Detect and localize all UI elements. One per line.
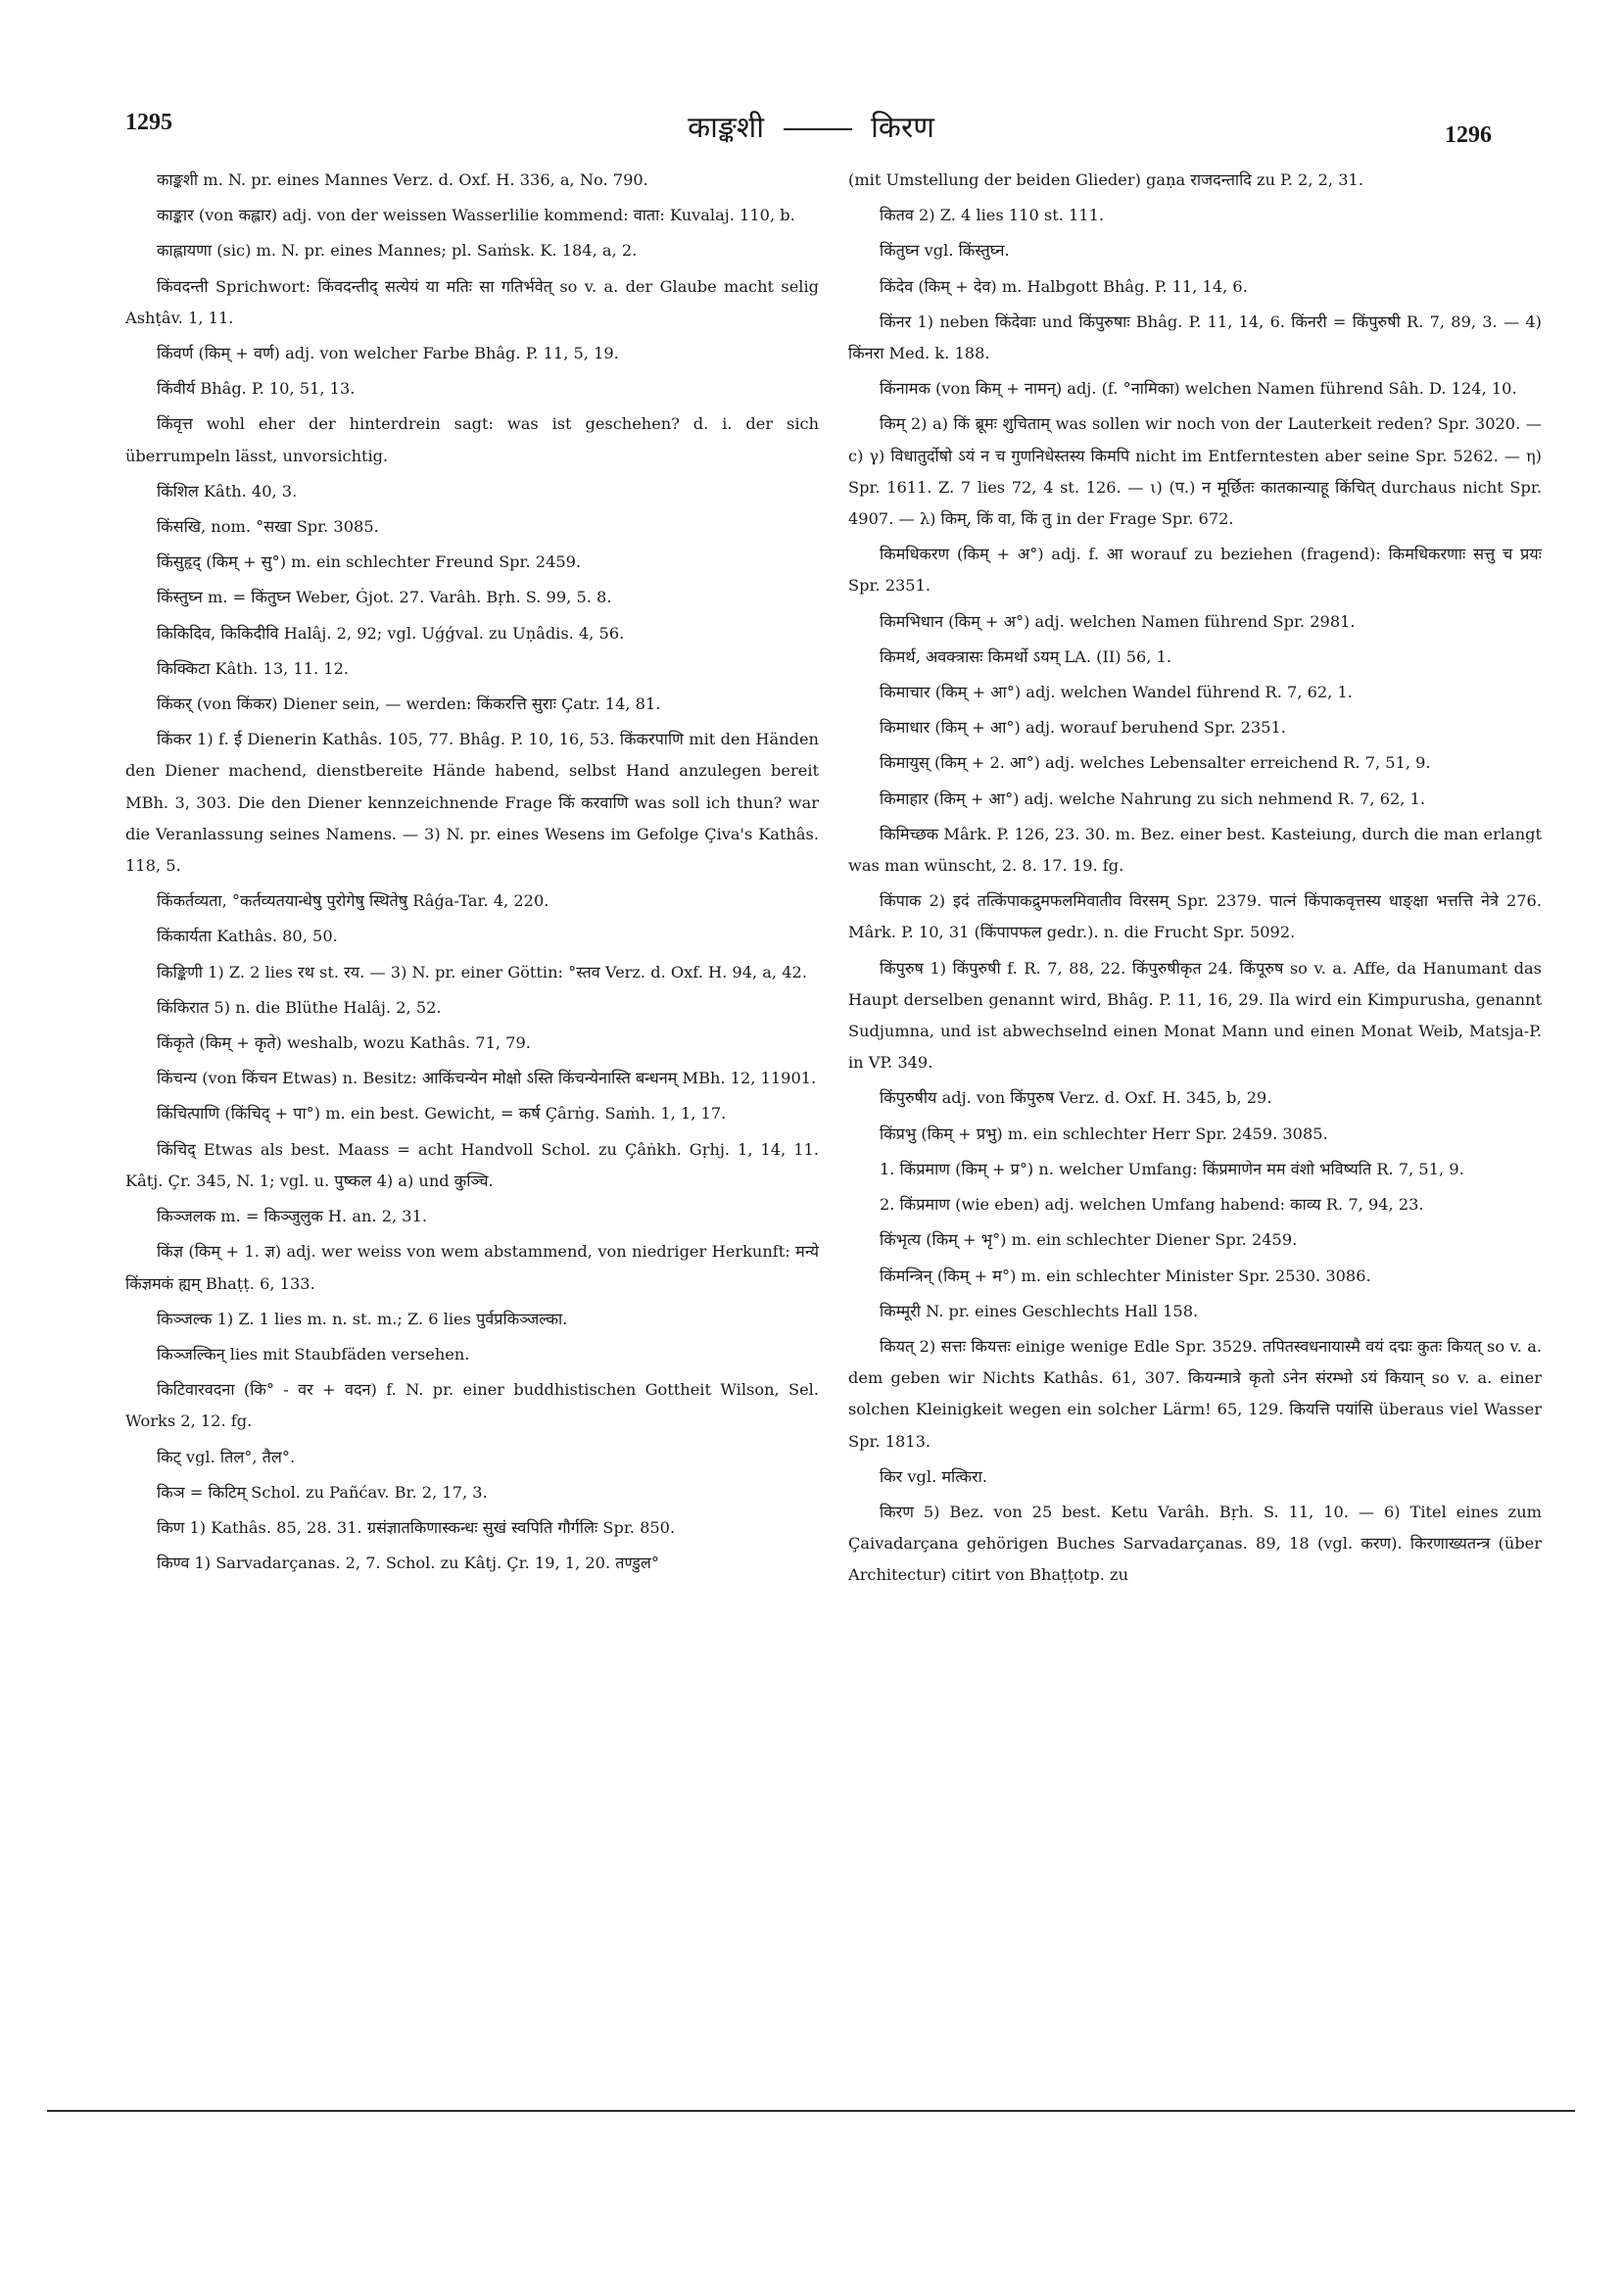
dictionary-entry: किंकृते (किम् + कृते) weshalb, wozu Kathâs. 71, 79.	[157, 1033, 531, 1053]
dictionary-entry: किञ्जलक m. = किञ्जुलुक H. an. 2, 31.	[157, 1207, 428, 1226]
dictionary-entry: किर vgl. मत्किरा.	[880, 1466, 987, 1486]
dictionary-entry: किमिच्छक Mârk. P. 126, 23. 30. m. Bez. einer best. Kasteiung, durch die man erlangt was man wünscht, 2. 8. 17. 19. fg.	[848, 824, 1542, 876]
dictionary-entry: किंवर्ण (किम् + वर्ण) adj. von welcher Farbe Bhâg. P. 11, 5, 19.	[157, 344, 619, 363]
dictionary-entry: काङ्कार (von कह्लार) adj. von der weissen Wasserlilie kommend: वाता: Kuvalaj. 110, b.	[157, 206, 795, 225]
dictionary-entry: किङ्किणी 1) Z. 2 lies रथ st. रय. — 3) N. pr. einer Göttin: °स्तव Verz. d. Oxf. H. 94, a, 42.	[157, 962, 807, 981]
dictionary-entry: किंकिरात 5) n. die Blüthe Halâj. 2, 52.	[157, 997, 442, 1017]
dictionary-entry: किंचन्य (von किंचन Etwas) n. Besitz: आकिंचन्येन मोक्षो ऽस्ति किंचन्येनास्ति बन्धनम् MBh. 12, 11901.	[157, 1069, 817, 1088]
dictionary-entry: किंस्तुघ्न m. = किंतुघ्न Weber, Ǵjot. 27. Varâh. Bṛh. S. 99, 5. 8.	[157, 588, 612, 607]
dictionary-entry: कियत् 2) सत्तः कियत्तः einige wenige Edle Spr. 3529. तपितस्वधनायास्मै वयं दद्मः कुतः कियत् so v. a. dem geben wir Nichts Kathâs. 61, 307. कियन्मात्रे कृतो ऽनेन संरम्भो ऽयं कियान् so v. a. einer solchen Kleinigkeit wegen ein solcher Lärm! 65, 129. कियत्ति पयांसि überaus viel Wasser Spr. 1813.	[848, 1336, 1542, 1451]
dictionary-entry: किम् 2) a) किं ब्रूमः शुचिताम् was sollen wir noch von der Lauterkeit reden? Spr. 3020. — c) γ) विधातुर्दोषो ऽयं न च गुणनिधेस्तस्य किमपि nicht im Entferntesten aber seine Spr. 5262. — η) Spr. 1611. Z. 7 lies 72, 4 st. 126. — ι) (प.) न मूर्छितः कातकान्याहू किंचित् durchaus nicht Spr. 4907. — λ) किम्, किं वा, किं तु in der Frage Spr. 672.	[848, 414, 1542, 529]
dictionary-entry: किटिवारवदना (कि° - वर + वदन) f. N. pr. einer buddhistischen Gottheit Wilson, Sel. Works 2, 12. fg.	[125, 1380, 819, 1431]
running-head-dash	[784, 128, 852, 130]
dictionary-entry: 2. किंप्रमाण (wie eben) adj. welchen Umfang habend: काव्य R. 7, 94, 23.	[880, 1195, 1424, 1215]
dictionary-entry: किंनर 1) neben किंदेवाः und किंपुरुषाः Bhâg. P. 11, 14, 6. किंनरी = किंपुरुषी R. 7, 89, 3. — 4) किंनरा Med. k. 188.	[848, 311, 1542, 363]
dictionary-entry: कितव 2) Z. 4 lies 110 st. 111.	[880, 206, 1105, 225]
dictionary-entry: किमाहार (किम् + आ°) adj. welche Nahrung zu sich nehmend R. 7, 62, 1.	[880, 789, 1426, 808]
dictionary-entry: किंकर् (von किंकर) Diener sein, — werden: किंकरत्ति सुराः Çatr. 14, 81.	[157, 694, 661, 714]
dictionary-entry: किञ्जल्किन् lies mit Staubfäden versehen.	[157, 1344, 470, 1363]
dictionary-entry: किंचित्पाणि (किंचिद् + पा°) m. ein best. Gewicht, = कर्ष Çârṅg. Saṁh. 1, 1, 17.	[157, 1104, 727, 1124]
dictionary-entry: किकिदिव, किकिदीवि Halâj. 2, 92; vgl. Uǵǵval. zu Uṇâdis. 4, 56.	[157, 623, 625, 643]
dictionary-entry: किंसुहृद् (किम् + सु°) m. ein schlechter Freund Spr. 2459.	[157, 552, 582, 572]
dictionary-entry: किंदेव (किम् + देव) m. Halbgott Bhâg. P. 11, 14, 6.	[880, 276, 1248, 296]
dictionary-entry: किम्मूरी N. pr. eines Geschlechts Hall 158.	[880, 1301, 1199, 1320]
dictionary-entry: किञ्जल्क 1) Z. 1 lies m. n. st. m.; Z. 6 lies पुर्वप्रकिञ्जल्का.	[157, 1309, 568, 1328]
dictionary-entry: काह्लायणा (sic) m. N. pr. eines Mannes; pl. Saṁsk. K. 184, a, 2.	[157, 241, 638, 261]
running-head	[0, 106, 1622, 146]
page-number-left: 1295	[125, 110, 172, 135]
dictionary-entry: किंशिल Kâth. 40, 3.	[157, 481, 298, 501]
dictionary-entry: किंकर 1) f. ई Dienerin Kathâs. 105, 77. Bhâg. P. 10, 16, 53. किंकरपाणि mit den Händen den Diener machend, dienstbereite Hände habend, selbst Hand anzulegen bereit MBh. 3, 303. Die den Diener kennzeichnende Frage किं करवाणि was soll ich thun? war die Veranlassung seines Namens. — 3) N. pr. eines Wesens im Gefolge Çiva's Kathâs. 118, 5.	[125, 730, 819, 876]
bottom-rule	[47, 2110, 1575, 2112]
dictionary-entry: किंवदन्ती Sprichwort: किंवदन्तीद् सत्येयं या मतिः सा गतिर्भवेत् so v. a. der Glaube macht selig Ashṭâv. 1, 11.	[125, 276, 819, 327]
dictionary-entry: किमायुस् (किम् + 2. आ°) adj. welches Lebensalter erreichend R. 7, 51, 9.	[880, 753, 1431, 773]
dictionary-entry: किंतुघ्न vgl. किंस्तुघ्न.	[880, 241, 1010, 261]
dictionary-entry: किञ = किटिम् Schol. zu Pañćav. Br. 2, 17, 3.	[157, 1482, 488, 1502]
dictionary-entry: किण्व 1) Sarvadarçanas. 2, 7. Schol. zu Kâtj. Çr. 19, 1, 20. तण्डुल°	[157, 1554, 659, 1573]
dictionary-entry: किरण 5) Bez. von 25 best. Ketu Varâh. Bṛh. S. 11, 10. — 6) Titel eines zum Çaivadarçana gehörigen Buches Sarvadarçanas. 89, 18 (vgl. करण). किरणाख्यतन्त्र (über Architectur) citirt von Bhaṭṭotp. zu	[848, 1502, 1542, 1585]
dictionary-entry: किंचिद् Etwas als best. Maass = acht Handvoll Schol. zu Çâṅkh. Gṛhj. 1, 14, 11. Kâtj. Çr. 345, N. 1; vgl. u. पुष्कल 4) a) und कुञ्चि.	[125, 1139, 819, 1190]
dictionary-entry: किंकर्तव्यता, °कर्तव्यतयान्धेषु पुरोगेषु स्थितेषु Râǵa-Tar. 4, 220.	[157, 891, 549, 911]
dictionary-entry: किंमन्त्रिन् (किम् + म°) m. ein schlechter Minister Spr. 2530. 3086.	[880, 1266, 1371, 1285]
right-column	[848, 165, 1542, 1596]
page-number-right: 1296	[1445, 122, 1492, 148]
dictionary-entry: किंवृत्त wohl eher der hinterdrein sagt: was ist geschehen? d. i. der sich überrumpeln lässt, unvorsichtig.	[125, 414, 819, 465]
dictionary-entry: किण 1) Kathâs. 85, 28. 31. ग्रसंज्ञातकिणास्कन्धः सुखं स्वपिति गौर्गलिः Spr. 850.	[157, 1517, 676, 1537]
left-column	[125, 165, 819, 1583]
dictionary-entry: किमर्थ, अवक्त्रासः किमर्थो ऽयम् LA. (II) 56, 1.	[880, 646, 1172, 666]
dictionary-entry: किंज्ञ (किम् + 1. ज्ञ) adj. wer weiss von wem abstammend, von niedriger Herkunft: मन्ये किंज्ञमकं ह्यम् Bhaṭṭ. 6, 133.	[125, 1242, 819, 1293]
dictionary-entry: किमधिकरण (किम् + अ°) adj. f. आ worauf zu beziehen (fragend): किमधिकरणाः सत्तु च प्रयः Spr. 2351.	[848, 545, 1542, 596]
dictionary-entry: किंभृत्य (किम् + भृ°) m. ein schlechter Diener Spr. 2459.	[880, 1230, 1298, 1250]
dictionary-entry: किट् vgl. तिल°, तैल°.	[157, 1447, 296, 1466]
dictionary-entry: किंवीर्य Bhâg. P. 10, 51, 13.	[157, 379, 356, 399]
dictionary-entry: किंपुरुष 1) किंपुरुषी f. R. 7, 88, 22. किंपुरुषीकृत 24. किंपूरुष so v. a. Affe, da Hanumant das Haupt derselben genannt wird, Bhâg. P. 11, 16, 29. Ila wird ein Kimpurusha, genannt Sudjumna, und ist abwechselnd einen Monat Mann und einen Monat Weib, Matsja-P. in VP. 349.	[848, 958, 1542, 1073]
dictionary-entry: किंपाक 2) इदं तत्किंपाकद्रुमफलमिवातीव विरसम् Spr. 2379. पात्नं किंपाकवृत्तस्य धाङ्क्षा भत्तत्ति नेत्रे 276. Mârk. P. 10, 31 (किंपापफल gedr.). n. die Frucht Spr. 5092.	[848, 891, 1542, 942]
dictionary-entry: किमाधार (किम् + आ°) adj. worauf beruhend Spr. 2351.	[880, 718, 1286, 738]
dictionary-entry: किंकार्यता Kathâs. 80, 50.	[157, 927, 338, 946]
dictionary-entry: किंनामक (von किम् + नामन्) adj. (f. °नामिका) welchen Namen führend Sâh. D. 124, 10.	[880, 379, 1517, 399]
dictionary-entry: किंपुरुषीय adj. von किंपुरुष Verz. d. Oxf. H. 345, b, 29.	[880, 1088, 1272, 1108]
dictionary-entry: (mit Umstellung der beiden Glieder) gaṇa राजदन्तादि zu P. 2, 2, 31.	[848, 170, 1363, 189]
running-head-end: किरण	[871, 111, 934, 145]
dictionary-entry: किंप्रभु (किम् + प्रभु) m. ein schlechter Herr Spr. 2459. 3085.	[880, 1124, 1328, 1143]
dictionary-entry: काङ्कशी m. N. pr. eines Mannes Verz. d. Oxf. H. 336, a, No. 790.	[157, 170, 648, 189]
dictionary-entry: किंसखि, nom. °सखा Spr. 3085.	[157, 517, 379, 537]
dictionary-entry: किमाचार (किम् + आ°) adj. welchen Wandel führend R. 7, 62, 1.	[880, 683, 1353, 702]
dictionary-entry: किमभिधान (किम् + अ°) adj. welchen Namen führend Spr. 2981.	[880, 611, 1356, 631]
dictionary-entry: 1. किंप्रमाण (किम् + प्र°) n. welcher Umfang: किंप्रमाणेन मम वंशो भविष्यति R. 7, 51, 9.	[880, 1159, 1464, 1178]
running-head-start: काङ्कशी	[688, 111, 765, 145]
dictionary-entry: किक्किटा Kâth. 13, 11. 12.	[157, 658, 350, 678]
